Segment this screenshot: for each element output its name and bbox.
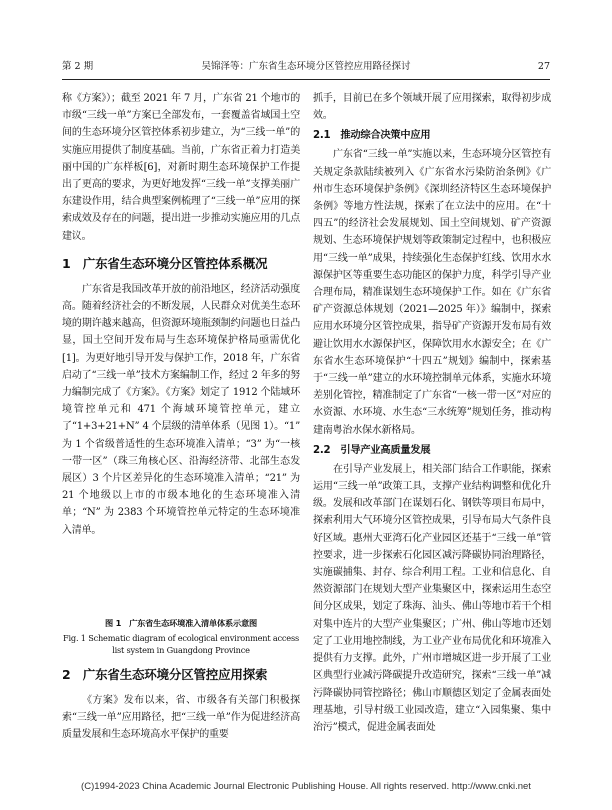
running-title: 吴锦泽等：广东省生态环境分区管控应用路径探讨 <box>201 61 411 72</box>
section-2-paragraph-cont: 抓手，目前已在多个领域开展了应用探索，取得初步成效。 <box>313 93 551 122</box>
section-1-paragraph: 广东省是我国改革开放的前沿地区，经济活动强度高。随着经济社会的不断发展，人民群众对优美生态环境的期许越来越高，但资源环境瓶颈制约问题也日益凸显，国土空间开发布局与生态环境保护格局亟需优化[1]。为更好地引导开发与保护工作，2018 年，广东省启动了“三线一单”技术方案编制工作，经过 2 年多的努力编制完成了《方案》。《方案》划定了 1912 个陆域环境管控单元和 471 个海域环境管控单元，建立了“1+3+21+N” 4 个层级的清单体系（见图 1）。“1” 为 1 个省级普适性的生态环境准入清单；“3” 为“一核一带一区”（珠三角核心区、沿海经济带、北部生态发展区）3 个片区差异化的生态环境准入清单；“21” 为 21 个地级以上市的市级本地化的生态环境准入清单；“N” 为 2383 个环境管控单元特定的生态环境准入清单。 <box>62 283 300 536</box>
copyright-footer: (C)1994-2023 China Academic Journal Electronic Publishing House. All rights reserved. http://www.cnki.net <box>81 781 531 792</box>
header-rule <box>62 79 550 80</box>
figure-1-caption <box>62 617 300 656</box>
figure-1-area <box>62 539 300 617</box>
figure-1-caption-zh: 图 1 广东省生态环境准入清单体系示意图 <box>105 617 257 628</box>
intro-paragraph-end: 称《方案》）；截至 2021 年 7 月，广东省 21 个地市的市级“三线一单”方案已全部发布，一套覆盖省域国土空间的生态环境分区管控体系初步建立，为“三线一单”的实施应用提供了制度基础。当前，广东省正着力打造美丽中国的广东样板[6]，对新时期生态环境保护工作提出了更高的要求，为更好地发挥“三线一单”支撑美丽广东建设作用，结合典型案例梳理了“三线一单”应用的探索成效及存在的问题，提出进一步推动实施应用的几点建议。 <box>62 93 300 242</box>
subsection-2-2-paragraph: 在引导产业发展上，相关部门结合工作职能，探索运用“三线一单”政策工具，支撑产业结构调整和优化升级。发展和改革部门在谋划石化、钢铁等项目布局中，探索利用大气环境分区管控成果，引导布局大气条件良好区域。惠州大亚湾石化产业园区还基于“三线一单”管控要求，进一步探索石化园区减污降碳协同治理路径，实施碳捕集、封存、综合利用工程。工业和信息化、自然资源部门在规划大型产业集聚区中，探索运用生态空间分区成果，划定了珠海、汕头、佛山等地市若干个相对集中连片的大型产业集聚区；广州、佛山等地市还划定了工业用地控制线，为工业产业布局优化和环境准入提供有力支撑。此外，广州市增城区进一步开展了工业区典型行业减污降碳提升改造研究，探索“三线一单”减污降碳协同管控路径；佛山市顺德区划定了金属表面处理基地，引导村级工业园改造，建立“入园集聚、集中治污”模式，促进金属表面处 <box>313 463 551 733</box>
section-1-heading: 1 广东省生态环境分区管控体系概况 <box>62 255 268 271</box>
subsection-2-2-heading: 2.2 引导产业高质量发展 <box>313 444 431 456</box>
section-2-heading: 2 广东省生态环境分区管控应用探索 <box>62 666 268 682</box>
left-column <box>62 90 300 743</box>
figure-1-caption-en-line2: list system in Guangdong Province <box>112 644 250 655</box>
issue-number: 第 2 期 <box>62 61 94 72</box>
right-column <box>313 90 551 736</box>
subsection-2-1-paragraph: 广东省“三线一单”实施以来，生态环境分区管控有关规定条款陆续被列入《广东省水污染防治条例》《广州市生态环境保护条例》《深圳经济特区生态环境保护条例》等地方性法规，探索了在立法中的应用。在“十四五”的经济社会发展规划、国土空间规划、矿产资源规划、生态环境保护规划等政策制定过程中，也积极应用“三线一单”成果，持续强化生态保护红线、饮用水水源保护区等重要生态功能区的保护力度，科学引导产业合理布局，精准谋划生态环境保护工作。如在《广东省矿产资源总体规划（2021—2025 年）》编制中，探索应用水环境分区管控成果，指导矿产资源开发布局有效避让饮用水水源保护区，保障饮用水水源安全；在《广东省水生态环境保护“十四五”规划》编制中，探索基于“三线一单”建立的水环境控制单元体系，实施水环境差别化管控，精准制定了广东省“一核一带一区”对应的水资源、水环境、水生态“三水统筹”规划任务，推动构建南粤治水保水新格局。 <box>313 149 551 436</box>
running-header <box>62 60 550 74</box>
page-number: 27 <box>537 61 550 72</box>
section-2-paragraph: 《方案》发布以来，省、市级各有关部门积极探索“三线一单”应用路径，把“三线一单”作为促进经济高质量发展和生态环境高水平保护的重要 <box>62 694 300 741</box>
figure-1-caption-en-line1: Fig. 1 Schematic diagram of ecological environment access <box>63 632 299 643</box>
subsection-2-1-heading: 2.1 推动综合决策中应用 <box>313 130 431 142</box>
